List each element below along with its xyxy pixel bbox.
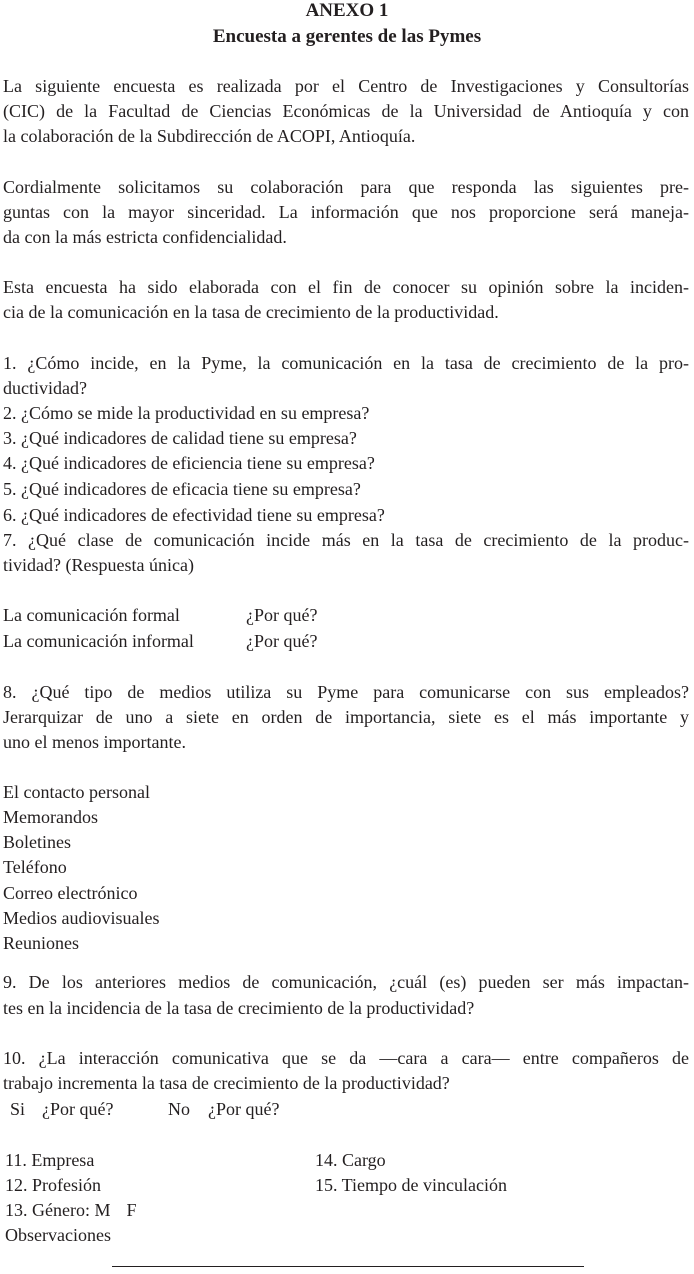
question-7-line2: tividad? (Respuesta única) — [3, 555, 194, 575]
answer-yes-why: ¿Por qué? — [42, 1099, 114, 1119]
media-item: Memorandos — [3, 807, 98, 827]
option-why: ¿Por qué? — [246, 631, 318, 651]
question-4: 4. ¿Qué indicadores de eficiencia tiene su empresa? — [3, 453, 375, 473]
option-why: ¿Por qué? — [246, 605, 318, 625]
question-8-line2: Jerarquizar de uno a siete en orden de importancia, siete es el más importante y — [3, 707, 689, 727]
page-title: Encuesta a gerentes de las Pymes — [212, 26, 482, 47]
option-label: La comunicación informal — [3, 631, 194, 651]
question-3: 3. ¿Qué indicadores de calidad tiene su empresa? — [3, 428, 357, 448]
intro-p1-line2: (CIC) de la Facultad de Ciencias Económicas de la Universidad de Antioquía y con — [3, 101, 689, 121]
question-10-answers — [10, 1097, 279, 1122]
media-item: El contacto personal — [3, 782, 150, 802]
intro-p2-line1: Cordialmente solicitamos su colaboración para que responda las siguientes pre- — [3, 177, 689, 197]
media-item: Boletines — [3, 832, 71, 852]
field-company: 11. Empresa — [5, 1150, 95, 1170]
field-profession: 12. Profesión — [5, 1175, 101, 1195]
question-9-line2: tes en la incidencia de la tasa de crecimiento de la productividad? — [3, 998, 475, 1018]
intro-p2-line2: guntas con la mayor sinceridad. La información que nos proporcione será maneja- — [3, 202, 689, 222]
media-item: Correo electrónico — [3, 883, 138, 903]
field-gender — [5, 1198, 137, 1223]
answer-no: No — [168, 1099, 190, 1119]
question-6: 6. ¿Qué indicadores de efectividad tiene su empresa? — [3, 505, 385, 525]
field-position: 14. Cargo — [315, 1150, 386, 1170]
gender-f: F — [126, 1200, 137, 1220]
intro-p2-line3: da con la más estricta confidencialidad. — [3, 227, 287, 247]
media-item: Medios audiovisuales — [3, 908, 160, 928]
q7-option-informal — [3, 629, 317, 654]
question-8-line1: 8. ¿Qué tipo de medios utiliza su Pyme para comunicarse con sus empleados? — [3, 682, 689, 702]
question-5: 5. ¿Qué indicadores de eficacia tiene su empresa? — [3, 479, 361, 499]
annex-heading: ANEXO 1 — [305, 0, 389, 21]
observations-line — [112, 1266, 584, 1267]
field-tenure: 15. Tiempo de vinculación — [315, 1175, 507, 1195]
question-7-line1: 7. ¿Qué clase de comunicación incide más en la tasa de crecimiento de la produc- — [3, 530, 689, 550]
intro-p1-line1: La siguiente encuesta es realizada por el Centro de Investigaciones y Consultorías — [3, 76, 689, 96]
question-10-line1: 10. ¿La interacción comunicativa que se da —cara a cara— entre compañeros de — [3, 1048, 689, 1068]
media-item: Reuniones — [3, 933, 79, 953]
option-label: La comunicación formal — [3, 605, 180, 625]
intro-p3-line1: Esta encuesta ha sido elaborada con el fin de conocer su opinión sobre la inciden- — [3, 277, 689, 297]
field-observations: Observaciones — [5, 1225, 111, 1245]
media-item: Teléfono — [3, 857, 67, 877]
question-1-line2: ductividad? — [3, 378, 87, 398]
question-8-line3: uno el menos importante. — [3, 732, 186, 752]
question-9-line1: 9. De los anteriores medios de comunicación, ¿cuál (es) pueden ser más impactan- — [3, 972, 689, 992]
question-10-line2: trabajo incrementa la tasa de crecimiento de la productividad? — [3, 1073, 450, 1093]
q7-option-formal — [3, 603, 317, 628]
intro-p1-line3: la colaboración de la Subdirección de ACOPI, Antioquía. — [3, 126, 416, 146]
answer-yes: Si — [10, 1099, 26, 1119]
answer-no-why: ¿Por qué? — [208, 1099, 280, 1119]
question-2: 2. ¿Cómo se mide la productividad en su empresa? — [3, 403, 370, 423]
gender-label: 13. Género: M — [5, 1200, 111, 1220]
intro-p3-line2: cia de la comunicación en la tasa de crecimiento de la productividad. — [3, 302, 499, 322]
question-1-line1: 1. ¿Cómo incide, en la Pyme, la comunicación en la tasa de crecimiento de la pro- — [3, 353, 689, 373]
